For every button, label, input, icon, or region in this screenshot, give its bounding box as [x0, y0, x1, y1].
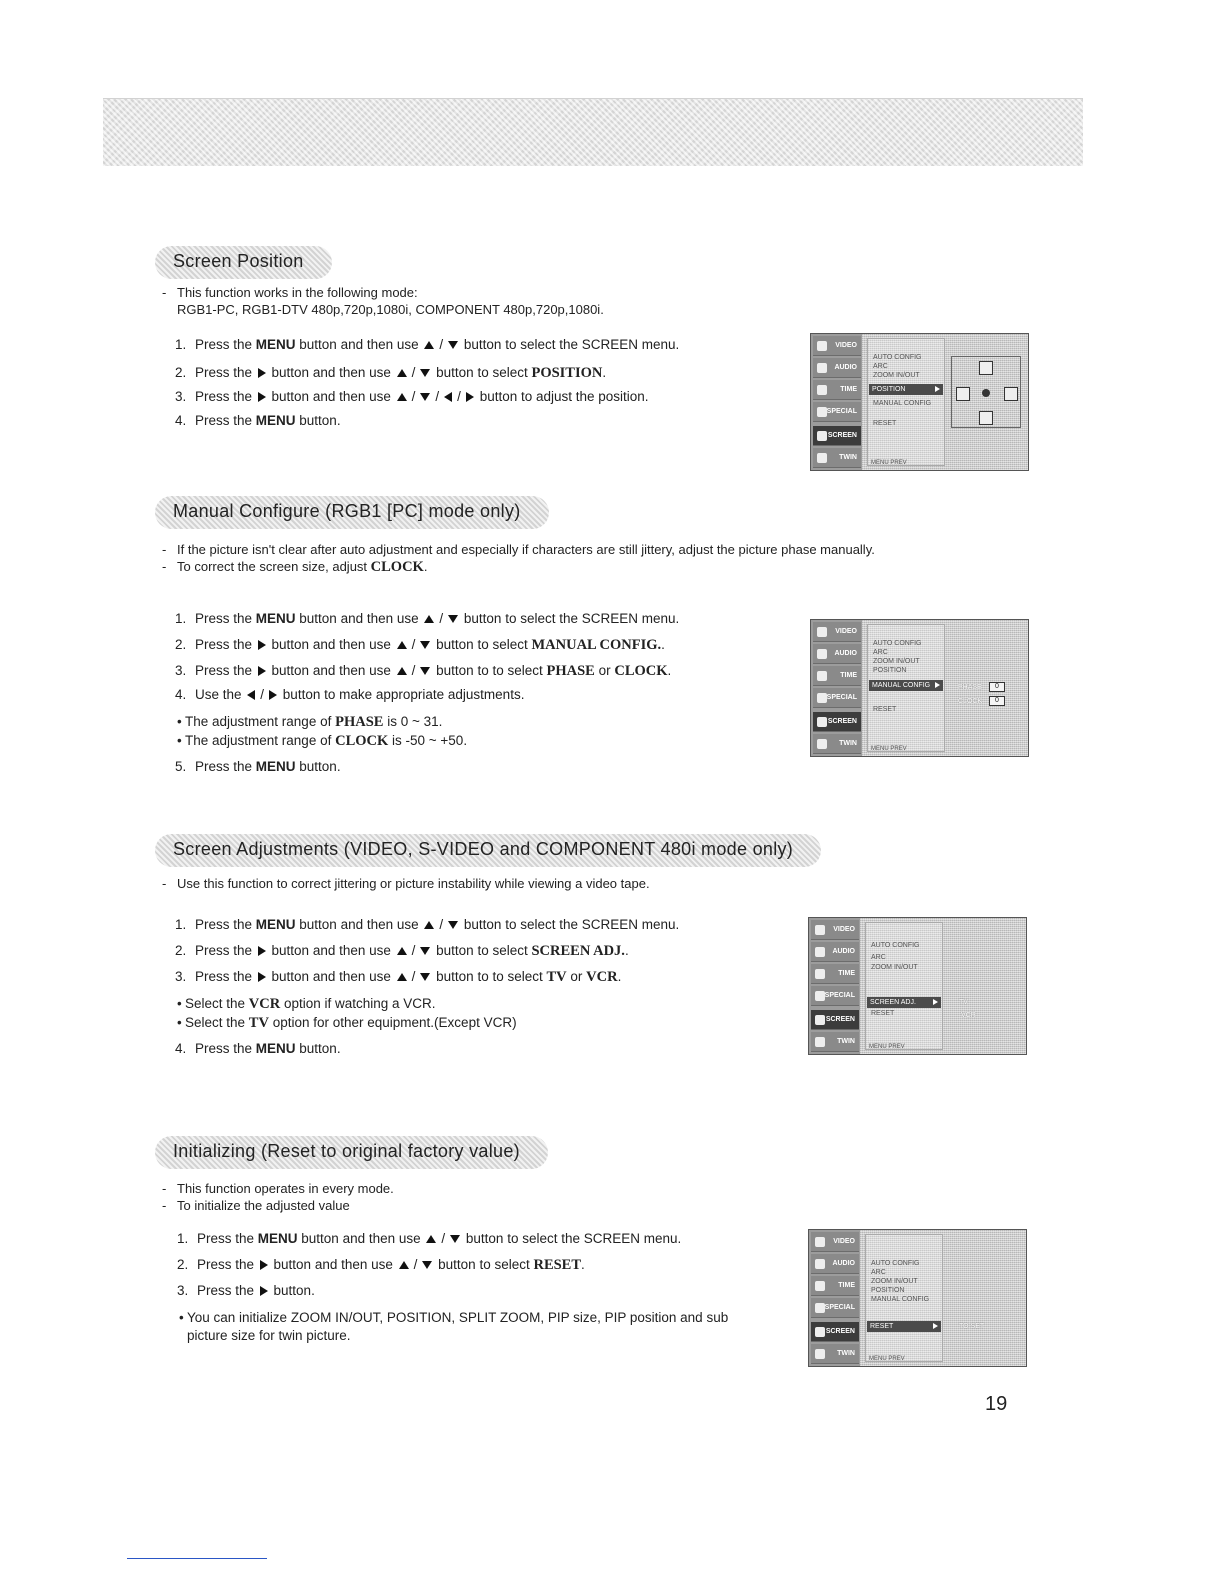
osd-menu-item: ARC [873, 363, 888, 370]
osd-highlight: POSITION [869, 384, 943, 395]
osd-tab-screen: SCREEN [813, 712, 861, 732]
down-arrow-icon [448, 615, 458, 623]
osd-menu-item: ZOOM IN/OUT [871, 1278, 918, 1285]
osd-tab-audio: AUDIO [811, 1254, 859, 1274]
osd-screen-adj [808, 917, 1027, 1055]
osd-menu-item: POSITION [873, 667, 907, 674]
osd-highlight: MANUAL CONFIG [869, 680, 943, 691]
osd-menu-item: AUTO CONFIG [873, 354, 922, 361]
note: • Select the VCR option if watching a VCR. [155, 995, 436, 1013]
osd-menu-item: AUTO CONFIG [871, 1260, 920, 1267]
down-arrow-icon [420, 393, 430, 401]
right-arrow-icon [258, 392, 266, 402]
osd-option: TO SET [959, 1323, 985, 1330]
up-arrow-icon [397, 393, 407, 401]
osd-tab-time: TIME [813, 666, 861, 686]
osd-screen-position [810, 333, 1029, 471]
osd-highlight: RESET [867, 1321, 941, 1332]
right-arrow-icon [466, 392, 474, 402]
osd-tab-twin: TWIN [813, 448, 861, 468]
step: 4. Press the MENU button. [175, 1041, 341, 1056]
osd-menu-item: MANUAL CONFIG [871, 1296, 930, 1303]
down-arrow-icon [420, 641, 430, 649]
osd-option: PHASE [958, 684, 982, 691]
step: 2. Press the button and then use / button to select POSITION. [175, 365, 607, 381]
step: 1. Press the MENU button and then use / button to select the SCREEN menu. [177, 1231, 682, 1246]
osd-tab-screen: SCREEN [813, 426, 861, 446]
step: 3. Press the button and then use / / / button to adjust the position. [175, 389, 649, 404]
step: 3. Press the button and then use / button to to select TV or VCR. [175, 969, 622, 985]
note: • The adjustment range of CLOCK is -50 ~ +50. [155, 732, 467, 750]
osd-menu-item: RESET [871, 1010, 895, 1017]
up-arrow-icon [426, 1235, 436, 1243]
osd-menu-item: ZOOM IN/OUT [873, 658, 920, 665]
osd-tab-audio: AUDIO [813, 644, 861, 664]
right-arrow-icon [258, 972, 266, 982]
osd-menu-item: AUTO CONFIG [873, 640, 922, 647]
osd-highlight: SCREEN ADJ. [867, 997, 941, 1008]
down-arrow-icon [420, 667, 430, 675]
bullet: - To initialize the adjusted value [162, 1197, 394, 1214]
step: 1. Press the MENU button and then use / button to select the SCREEN menu. [175, 611, 680, 626]
osd-tab-audio: AUDIO [813, 358, 861, 378]
osd-footer: MENU PREV [869, 1044, 905, 1050]
down-arrow-icon [448, 341, 458, 349]
bullet: - If the picture isn't clear after auto adjustment and especially if characters are still jittery, adjust the picture phase manually. [162, 541, 942, 558]
right-arrow-icon [269, 690, 277, 700]
bottom-rule [127, 1558, 267, 1559]
step: 3. Press the button. [177, 1283, 315, 1298]
osd-reset [808, 1229, 1027, 1367]
up-arrow-icon [397, 369, 407, 377]
bullet: - This function works in the following mode: [162, 284, 604, 301]
osd-option: VCR [961, 1012, 976, 1019]
section-title-initializing: Initializing (Reset to original factory value) [155, 1136, 548, 1169]
osd-option: TV [959, 999, 968, 1006]
down-arrow-icon [420, 369, 430, 377]
up-arrow-icon [424, 615, 434, 623]
section-4-bullets [162, 1180, 394, 1214]
osd-tab-video: VIDEO [811, 1232, 859, 1252]
osd-tab-audio: AUDIO [811, 942, 859, 962]
step: 1. Press the MENU button and then use / button to select the SCREEN menu. [175, 337, 680, 352]
osd-menu-item: RESET [873, 420, 897, 427]
osd-value: 0 [989, 682, 1005, 692]
note: • Select the TV option for other equipment.(Except VCR) [155, 1014, 517, 1032]
right-arrow-icon [258, 946, 266, 956]
section-3-bullets [162, 875, 650, 892]
section-title-screen-position: Screen Position [155, 246, 332, 279]
osd-tab-video: VIDEO [813, 336, 861, 356]
down-arrow-icon [450, 1235, 460, 1243]
osd-tab-special: SPECIAL [813, 688, 861, 708]
right-arrow-icon [258, 368, 266, 378]
section-title-manual-configure: Manual Configure (RGB1 [PC] mode only) [155, 496, 549, 529]
osd-footer: MENU PREV [871, 746, 907, 752]
osd-tab-video: VIDEO [811, 920, 859, 940]
osd-menu-item: POSITION [871, 1287, 905, 1294]
note: • You can initialize ZOOM IN/OUT, POSITION, SPLIT ZOOM, PIP size, PIP position and sub picture size for twin picture. [157, 1309, 737, 1345]
osd-tab-special: SPECIAL [811, 986, 859, 1006]
right-arrow-icon [258, 640, 266, 650]
up-arrow-icon [397, 973, 407, 981]
up-arrow-icon [399, 1261, 409, 1269]
osd-menu-item: ARC [871, 954, 886, 961]
down-arrow-icon [422, 1261, 432, 1269]
osd-menu-item: ARC [873, 649, 888, 656]
step: 2. Press the button and then use / button to select RESET. [177, 1257, 585, 1273]
osd-tab-video: VIDEO [813, 622, 861, 642]
step: 4. Use the / button to make appropriate adjustments. [175, 687, 525, 702]
osd-tab-twin: TWIN [811, 1344, 859, 1364]
osd-tab-twin: TWIN [813, 734, 861, 754]
osd-manual-config [810, 619, 1029, 757]
osd-tab-twin: TWIN [811, 1032, 859, 1052]
osd-tab-time: TIME [811, 1276, 859, 1296]
page-number: 19 [985, 1393, 1008, 1415]
up-arrow-icon [424, 341, 434, 349]
section-title-screen-adjustments: Screen Adjustments (VIDEO, S-VIDEO and COMPONENT 480i mode only) [155, 834, 821, 867]
step: 2. Press the button and then use / button to select SCREEN ADJ.. [175, 943, 629, 959]
position-arrows-icon [951, 356, 1021, 428]
note: • The adjustment range of PHASE is 0 ~ 31. [155, 713, 442, 731]
osd-tab-time: TIME [811, 964, 859, 984]
left-arrow-icon [444, 392, 452, 402]
osd-menu-item: ARC [871, 1269, 886, 1276]
step: 4. Press the MENU button. [175, 413, 341, 428]
osd-footer: MENU PREV [869, 1356, 905, 1362]
step: 3. Press the button and then use / button to to select PHASE or CLOCK. [175, 663, 672, 679]
bullet: - This function operates in every mode. [162, 1180, 394, 1197]
osd-menu-item: MANUAL CONFIG [873, 400, 932, 407]
right-arrow-icon [260, 1286, 268, 1296]
right-arrow-icon [260, 1260, 268, 1270]
osd-menu-item: ZOOM IN/OUT [873, 372, 920, 379]
bullet-continuation: RGB1-PC, RGB1-DTV 480p,720p,1080i, COMPONENT 480p,720p,1080i. [177, 302, 604, 317]
bullet: - Use this function to correct jittering or picture instability while viewing a video tape. [162, 875, 650, 892]
osd-menu-item: ZOOM IN/OUT [871, 964, 918, 971]
osd-value: 0 [989, 696, 1005, 706]
osd-option: CLOCK [958, 698, 983, 705]
osd-tab-screen: SCREEN [811, 1322, 859, 1342]
osd-tab-special: SPECIAL [811, 1298, 859, 1318]
up-arrow-icon [397, 667, 407, 675]
up-arrow-icon [397, 947, 407, 955]
osd-tab-time: TIME [813, 380, 861, 400]
osd-menu-item: AUTO CONFIG [871, 942, 920, 949]
left-arrow-icon [247, 690, 255, 700]
right-arrow-icon [258, 666, 266, 676]
up-arrow-icon [424, 921, 434, 929]
top-banner [103, 98, 1083, 166]
osd-tab-screen: SCREEN [811, 1010, 859, 1030]
osd-footer: MENU PREV [871, 460, 907, 466]
section-1-bullets [162, 284, 604, 318]
down-arrow-icon [420, 973, 430, 981]
bullet: - To correct the screen size, adjust CLOCK. [162, 558, 942, 576]
up-arrow-icon [397, 641, 407, 649]
section-2-bullets [162, 541, 942, 576]
step: 2. Press the button and then use / button to select MANUAL CONFIG.. [175, 637, 665, 653]
osd-menu-item: RESET [873, 706, 897, 713]
step: 5. Press the MENU button. [175, 759, 341, 774]
down-arrow-icon [448, 921, 458, 929]
step: 1. Press the MENU button and then use / button to select the SCREEN menu. [175, 917, 680, 932]
down-arrow-icon [420, 947, 430, 955]
osd-tab-special: SPECIAL [813, 402, 861, 422]
